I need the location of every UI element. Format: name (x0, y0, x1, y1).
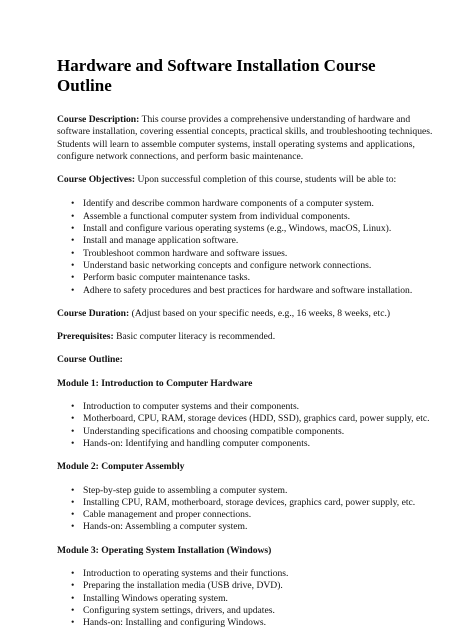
list-item: • Perform basic computer maintenance tasks. (71, 272, 251, 284)
bullet-icon: • (71, 425, 75, 437)
course-objectives-label: Course Objectives: (57, 174, 136, 186)
list-item: • Hands-on: Installing and configuring Windows. (71, 617, 267, 629)
course-description-text: This course provides a comprehensive understanding of hardware and software installation, covering essential concepts, practical skills, and troubleshooting techniques. Students will learn to assemble computer systems, install operating systems and applications, configure network connections, and perform basic maintenance. (57, 114, 433, 162)
bullet-icon: • (71, 604, 75, 616)
list-item: • Step-by-step guide to assembling a computer system. (71, 484, 288, 496)
bullet-icon: • (71, 509, 75, 521)
bullet-icon: • (71, 580, 75, 592)
list-item: • Assemble a functional computer system from individual components. (71, 210, 350, 222)
bullet-icon: • (71, 247, 75, 259)
course-duration-label: Course Duration: (57, 307, 130, 319)
bullet-icon: • (71, 235, 75, 247)
list-item: • Configuring system settings, drivers, and updates. (71, 604, 275, 616)
bullet-icon: • (71, 568, 75, 580)
prerequisites (57, 331, 434, 343)
list-item: • Hands-on: Assembling a computer system. (71, 521, 248, 533)
course-description (57, 114, 434, 163)
list-item: • Installing CPU, RAM, motherboard, storage devices, graphics card, power supply, etc. (71, 496, 416, 508)
module-1-list (57, 401, 434, 450)
course-duration-text: (Adjust based on your specific needs, e.g., 16 weeks, 8 weeks, etc.) (131, 307, 391, 319)
bullet-icon: • (71, 259, 75, 271)
bullet-icon: • (71, 496, 75, 508)
objectives-list (57, 198, 434, 296)
list-item: • Understand basic networking concepts and configure network connections. (71, 259, 372, 271)
module-3-title: Module 3: Operating System Installation (Windows) (57, 544, 272, 556)
course-objectives-text: Upon successful completion of this course, students will be able to: (137, 174, 397, 186)
list-item: • Identify and describe common hardware components of a computer system. (71, 198, 374, 210)
bullet-icon: • (71, 272, 75, 284)
module-2-title: Module 2: Computer Assembly (57, 461, 185, 473)
list-item: • Introduction to operating systems and their functions. (71, 568, 289, 580)
bullet-icon: • (71, 484, 75, 496)
course-outline-heading: Course Outline: (57, 354, 123, 366)
course-duration (57, 308, 434, 320)
list-item: • Adhere to safety procedures and best practices for hardware and software installation. (71, 284, 413, 296)
list-item: • Introduction to computer systems and their components. (71, 401, 300, 413)
bullet-icon: • (71, 401, 75, 413)
bullet-icon: • (71, 437, 75, 449)
prerequisites-text: Basic computer literacy is recommended. (116, 331, 276, 343)
bullet-icon: • (71, 521, 75, 533)
bullet-icon: • (71, 617, 75, 629)
list-item: • Preparing the installation media (USB drive, DVD). (71, 580, 283, 592)
list-item: • Installing Windows operating system. (71, 592, 228, 604)
bullet-icon: • (71, 198, 75, 210)
module-1-title: Module 1: Introduction to Computer Hardware (57, 377, 253, 389)
module-3-list (57, 568, 434, 629)
module-2-list (57, 485, 434, 534)
list-item: • Cable management and proper connections. (71, 509, 252, 521)
course-objectives (57, 174, 434, 186)
list-item: • Install and configure various operating systems (e.g., Windows, macOS, Linux). (71, 223, 392, 235)
bullet-icon: • (71, 413, 75, 425)
course-description-label: Course Description: (57, 114, 140, 125)
bullet-icon: • (71, 223, 75, 235)
list-item: • Hands-on: Identifying and handling computer components. (71, 437, 311, 449)
list-item: • Motherboard, CPU, RAM, storage devices (HDD, SSD), graphics card, power supply, etc. (71, 413, 430, 425)
bullet-icon: • (71, 592, 75, 604)
prerequisites-label: Prerequisites: (57, 331, 114, 343)
list-item: • Install and manage application software. (71, 235, 239, 247)
bullet-icon: • (71, 284, 75, 296)
list-item: • Understanding specifications and choosing compatible components. (71, 425, 345, 437)
page-title: Hardware and Software Installation Course Outline (57, 56, 376, 95)
list-item: • Troubleshoot common hardware and software issues. (71, 247, 288, 259)
bullet-icon: • (71, 210, 75, 222)
